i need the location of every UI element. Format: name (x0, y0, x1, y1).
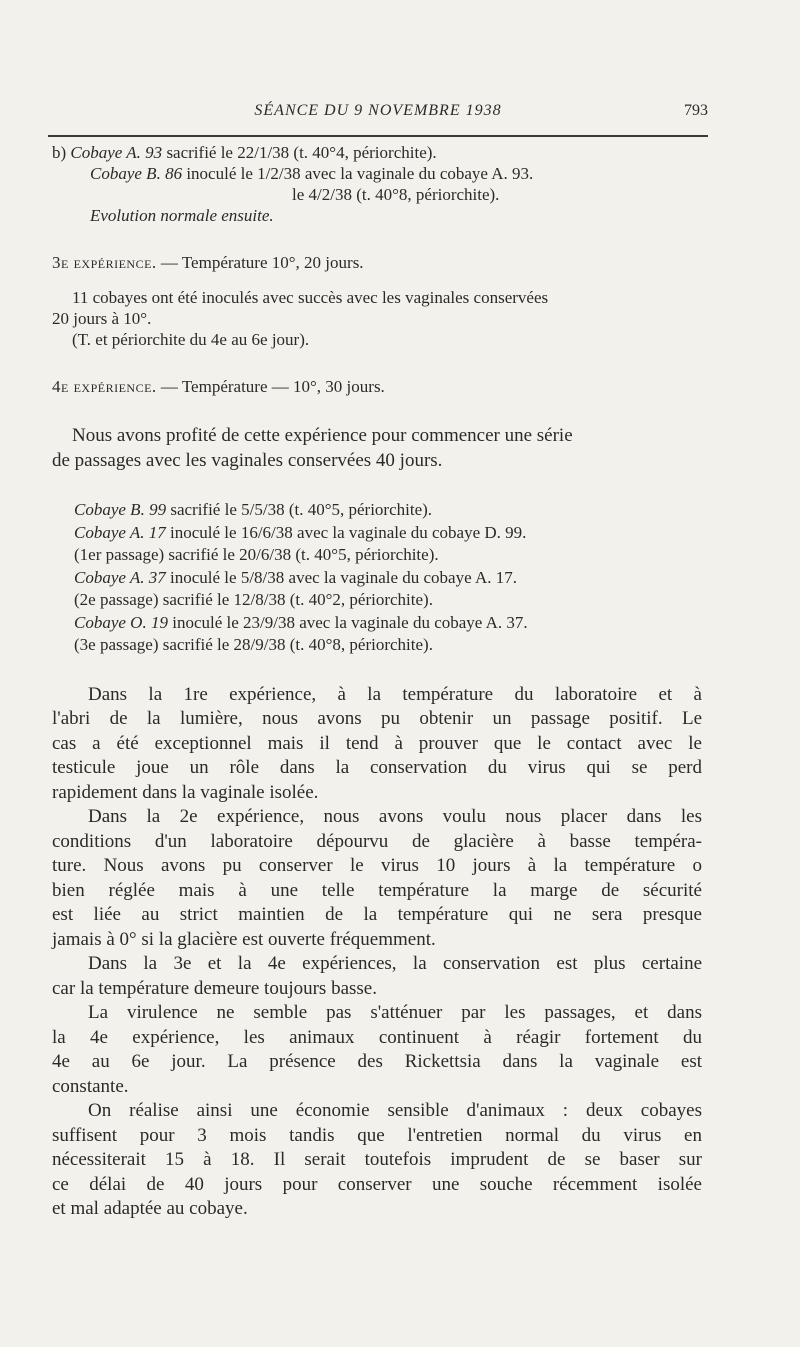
experiment-3 (52, 252, 702, 350)
experiment-4-heading: 4e expérience. — Température — 10°, 30 jours. (52, 377, 385, 396)
experiment-3-heading: 3e expérience. — Température 10°, 20 jours. (52, 253, 364, 272)
experiment-4-para-line-1: Nous avons profité de cette expérience pour commencer une série (72, 425, 573, 446)
page-content (52, 142, 702, 1222)
experiment-4 (52, 376, 702, 473)
table-row: Cobaye A. 17 inoculé le 16/6/38 avec la vaginale du cobaye D. 99. (74, 522, 527, 542)
paragraph: Dans la 1re expérience, à la température du laboratoire et à l'abri de la lumière, nous avons pu obtenir un passage positif. Le cas a été exceptionnel mais il tend à prouver que le contact avec le testicule joue un rôle dans la conservation du virus qui se perd rapidement dans la vaginale isolée. (52, 683, 702, 803)
table-row: Cobaye O. 19 inoculé le 23/9/38 avec la vaginale du cobaye A. 37. (74, 612, 528, 632)
section-b-line-4: Evolution normale ensuite. (90, 206, 274, 225)
table-row: (3e passage) sacrifié le 28/9/38 (t. 40°8, périorchite). (74, 635, 433, 654)
section-b-line-1: b) Cobaye A. 93 sacrifié le 22/1/38 (t. 40°4, périorchite). (52, 143, 437, 162)
header-rule (48, 135, 708, 137)
section-b-line-3: le 4/2/38 (t. 40°8, périorchite). (292, 185, 500, 204)
paragraph: Dans la 2e expérience, nous avons voulu nous placer dans les conditions d'un laboratoire dépourvu de glacière à basse tempéra- ture. Nous avons pu conserver le virus 10 jours à la température o bien réglée mais à une telle température la marge de sécurité est liée au strict maintien de la température qui ne sera presque jamais à 0° si la glacière est ouverte fréquemment. (52, 806, 702, 950)
table-row: (2e passage) sacrifié le 12/8/38 (t. 40°2, périorchite). (74, 590, 433, 609)
experiment-3-line-3: (T. et périorchite du 4e au 6e jour). (72, 330, 310, 349)
experiment-4-para-line-2: de passages avec les vaginales conservées 40 jours. (52, 450, 443, 471)
paragraph: Dans la 3e et la 4e expériences, la conservation est plus certaine car la température demeure toujours basse. (52, 953, 702, 999)
discussion (52, 683, 702, 1222)
page-number: 793 (684, 102, 708, 119)
experiment-3-line-2: 20 jours à 10°. (52, 309, 152, 328)
page-header (48, 100, 708, 124)
paragraph: La virulence ne semble pas s'atténuer par les passages, et dans la 4e expérience, les animaux continuent à réagir fortement du 4e au 6e jour. La présence des Rickettsia dans la vaginale est constante. (52, 1002, 702, 1097)
section-b (52, 142, 702, 226)
passage-table (52, 499, 702, 657)
section-b-line-2: Cobaye B. 86 inoculé le 1/2/38 avec la vaginale du cobaye A. 93. (90, 164, 534, 183)
table-row: Cobaye B. 99 sacrifié le 5/5/38 (t. 40°5, périorchite). (74, 500, 433, 519)
running-head: SÉANCE DU 9 NOVEMBRE 1938 (254, 102, 502, 119)
experiment-3-line-1: 11 cobayes ont été inoculés avec succès avec les vaginales conservées (72, 288, 549, 307)
table-row: Cobaye A. 37 inoculé le 5/8/38 avec la vaginale du cobaye A. 17. (74, 567, 517, 587)
paragraph: On réalise ainsi une économie sensible d'animaux : deux cobayes suffisent pour 3 mois tandis que l'entretien normal du virus en nécessiterait 15 à 18. Il serait toutefois imprudent de se baser sur ce délai de 40 jours pour conserver une souche récemment isolée et mal adaptée au cobaye. (52, 1100, 702, 1219)
table-row: (1er passage) sacrifié le 20/6/38 (t. 40°5, périorchite). (74, 545, 439, 564)
